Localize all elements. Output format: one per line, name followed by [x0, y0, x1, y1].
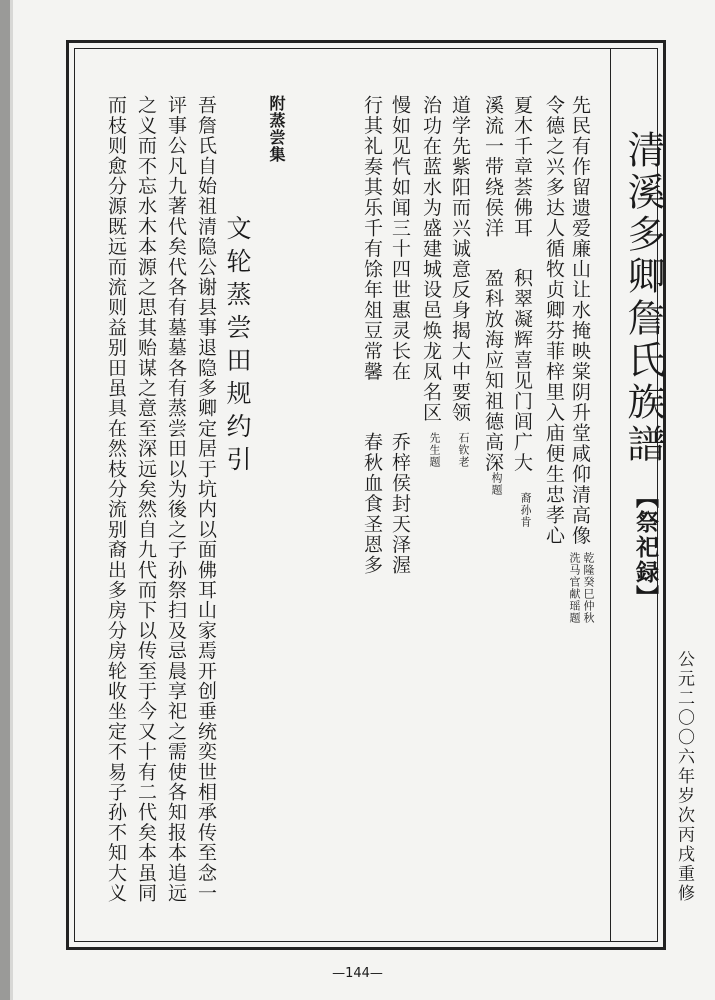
- poem-attribution-author: 洗马官献瑶题: [568, 552, 581, 624]
- poem-attribution-teacher-title: 先生题: [428, 432, 441, 468]
- poem-line-3a: 夏木千章荟佛耳: [511, 95, 533, 239]
- edition-year: 公元二〇〇六年岁次丙戌重修: [674, 650, 694, 904]
- essay-column-4: 而枝则愈分源既远而流则益别田虽具在然枝分流别裔出多房分房轮收坐定不易子孙不知大义: [105, 95, 127, 903]
- poem-line-1: 先民有作留遗爱廉山让水掩映棠阴升堂咸仰清高像: [569, 95, 591, 546]
- poem-line-4a: 溪流一带绕侯洋: [482, 95, 504, 239]
- essay-column-2: 评事公凡九著代矣代各有墓墓各有蒸尝田以为後之子孙祭扫及忌晨享祀之需使各知报本追远: [165, 95, 187, 903]
- section-label: 【祭祀録】: [632, 485, 659, 610]
- essay-title: 文轮蒸尝田规约引: [223, 215, 252, 479]
- poem-attribution-descendant: 裔孙肯: [519, 492, 532, 528]
- poem-line-8b: 春秋血食圣恩多: [361, 432, 383, 576]
- appendix-title: 附蒸尝集: [267, 95, 286, 163]
- poem-line-7b: 乔梓侯封天泽渥: [389, 432, 411, 576]
- poem-attribution-composed: 构题: [490, 472, 503, 496]
- poem-attribution-teacher: 石钦老: [457, 432, 470, 468]
- poem-attribution-date: 乾隆癸巳仲秋: [582, 552, 595, 624]
- page-number: —144—: [332, 966, 383, 981]
- poem-line-6: 治功在蓝水为盛建城设邑焕龙凤名区: [420, 95, 442, 423]
- essay-column-3: 之义而不忘水木本源之思其贻谋之意至深远矣然自九代而下以传至于今又十有二代矣本虽同: [135, 95, 157, 903]
- title-column-divider: [610, 48, 611, 942]
- essay-column-1: 吾詹氏自始祖清隐公谢县事退隐多卿定居于坑内以面佛耳山家焉开创垂统奕世相承传至念一: [195, 95, 217, 903]
- poem-line-5: 道学先紫阳而兴诚意反身揭大中要领: [449, 95, 471, 423]
- book-title: 清溪多卿詹氏族譜: [621, 130, 665, 466]
- poem-line-2: 令德之兴多达人循牧贞卿芬菲梓里入庙便生忠孝心: [543, 95, 565, 546]
- poem-line-7a: 慢如见忾如闻三十四世惠灵长在: [389, 95, 411, 382]
- binding-edge: [10, 0, 13, 1000]
- poem-line-3b: 积翠凝辉喜见门闾广大: [511, 268, 533, 473]
- binding-spine: [0, 0, 10, 1000]
- poem-line-4b: 盈科放海应知祖德高深: [482, 268, 504, 473]
- poem-line-8a: 行其礼奏其乐千有馀年俎豆常馨: [361, 95, 383, 382]
